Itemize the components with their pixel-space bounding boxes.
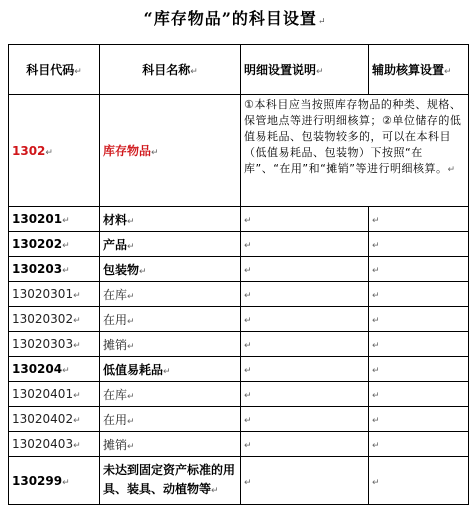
aux-cell: ↵ [369, 257, 469, 282]
code-cell: 13020301↵ [9, 282, 100, 307]
table-row [9, 307, 469, 332]
name-cell: 材料↵ [100, 207, 241, 232]
table-row [9, 232, 469, 257]
code-cell: 13020401↵ [9, 382, 100, 407]
aux-cell: ↵ [369, 407, 469, 432]
aux-cell: ↵ [369, 432, 469, 457]
table-row [9, 357, 469, 382]
desc-cell: ①本科目应当按照库存物品的种类、规格、保管地点等进行明细核算；②单位储存的低值易耗品、包装物较多的，可以在本科目（低值易耗品、包装物）下按照“在库”、“在用”和“摊销”等进行明细核算。↵ [241, 95, 469, 207]
desc-cell: ↵ [241, 332, 369, 357]
code-cell: 130201↵ [9, 207, 100, 232]
desc-cell: ↵ [241, 257, 369, 282]
name-cell: 包装物↵ [100, 257, 241, 282]
name-cell: 在用↵ [100, 407, 241, 432]
desc-cell: ↵ [241, 407, 369, 432]
name-cell: 在库↵ [100, 282, 241, 307]
account-table [8, 44, 469, 505]
name-cell: 库存物品↵ [100, 95, 241, 207]
name-cell: 产品↵ [100, 232, 241, 257]
aux-cell: ↵ [369, 382, 469, 407]
code-cell: 1302↵ [9, 95, 100, 207]
return-mark-icon: ↵ [317, 17, 327, 27]
code-cell: 13020302↵ [9, 307, 100, 332]
table-row [9, 382, 469, 407]
aux-cell: ↵ [369, 457, 469, 505]
table-row [9, 282, 469, 307]
code-cell: 13020402↵ [9, 407, 100, 432]
code-cell: 130299↵ [9, 457, 100, 505]
desc-cell: ↵ [241, 432, 369, 457]
table-row [9, 95, 469, 207]
desc-cell: ↵ [241, 282, 369, 307]
code-cell: 130204↵ [9, 357, 100, 382]
desc-cell: ↵ [241, 357, 369, 382]
desc-cell: ↵ [241, 207, 369, 232]
header-row [9, 45, 469, 95]
table-row [9, 332, 469, 357]
code-cell: 13020303↵ [9, 332, 100, 357]
table-row [9, 257, 469, 282]
code-cell: 130202↵ [9, 232, 100, 257]
table-row [9, 457, 469, 505]
name-cell: 未达到固定资产标准的用具、装具、动植物等↵ [100, 457, 241, 505]
aux-cell: ↵ [369, 282, 469, 307]
title-text: “库存物品”的科目设置 [143, 9, 317, 28]
name-cell: 在用↵ [100, 307, 241, 332]
code-cell: 13020403↵ [9, 432, 100, 457]
header-code: 科目代码↵ [9, 45, 100, 95]
name-cell: 摊销↵ [100, 332, 241, 357]
table-row [9, 432, 469, 457]
desc-cell: ↵ [241, 307, 369, 332]
desc-cell: ↵ [241, 382, 369, 407]
aux-cell: ↵ [369, 332, 469, 357]
header-aux: 辅助核算设置↵ [369, 45, 469, 95]
name-cell: 摊销↵ [100, 432, 241, 457]
desc-cell: ↵ [241, 457, 369, 505]
code-cell: 130203↵ [9, 257, 100, 282]
header-name: 科目名称↵ [100, 45, 241, 95]
aux-cell: ↵ [369, 207, 469, 232]
page-title [0, 4, 470, 34]
name-cell: 在库↵ [100, 382, 241, 407]
header-desc: 明细设置说明↵ [241, 45, 369, 95]
table-row [9, 407, 469, 432]
table-row [9, 207, 469, 232]
aux-cell: ↵ [369, 307, 469, 332]
aux-cell: ↵ [369, 357, 469, 382]
desc-cell: ↵ [241, 232, 369, 257]
aux-cell: ↵ [369, 232, 469, 257]
name-cell: 低值易耗品↵ [100, 357, 241, 382]
